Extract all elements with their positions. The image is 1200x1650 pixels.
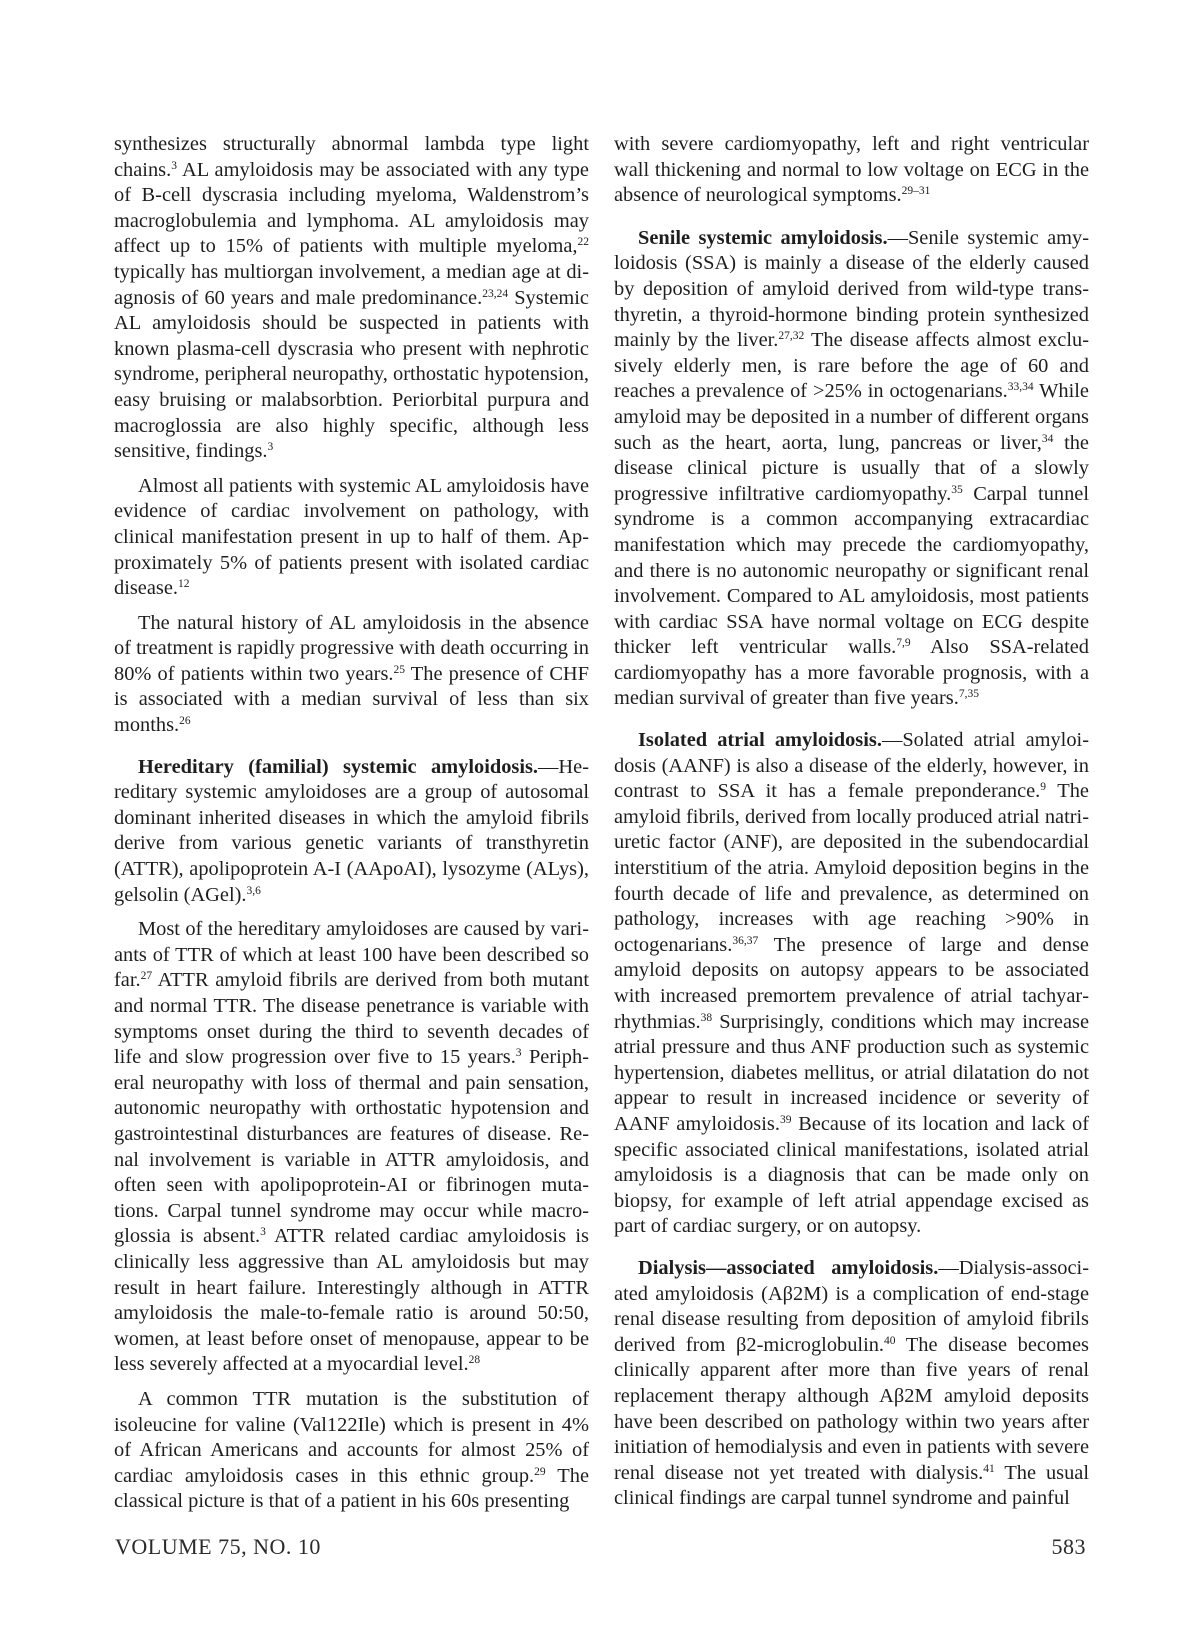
text-run: The classical picture is that of a patient in his 60s presenting bbox=[114, 1464, 589, 1513]
text-run: While amyloid may be deposited in a number of different organs such as the heart, aorta, lung, pancreas or liver, bbox=[614, 380, 1089, 454]
citation: 7,35 bbox=[958, 688, 979, 701]
section-heading: Dialysis—associated amyloidosis. bbox=[638, 1256, 939, 1279]
paragraph-cardiac-involvement bbox=[114, 474, 589, 602]
citation: 28 bbox=[468, 1354, 481, 1367]
citation: 29 bbox=[534, 1465, 546, 1478]
citation: 39 bbox=[779, 1113, 792, 1126]
citation: 25 bbox=[393, 663, 405, 676]
text-run: synthesizes structurally abnormal lambda type light chains. bbox=[114, 133, 589, 181]
citation: 22 bbox=[577, 236, 589, 249]
text-run: —Senile systemic amyloidosis (SSA) is mainly a disease of the elderly caused by deposition of amyloid derived from wild-type transthyretin, a thyroid-hormone binding protein synthesized mainly by the liver. bbox=[614, 226, 1089, 352]
citation: 40 bbox=[884, 1334, 896, 1347]
section-heading: Senile systemic amyloidosis. bbox=[638, 226, 888, 249]
text-run: The presence of CHF is associated with a median survival of less than six months. bbox=[114, 662, 589, 737]
citation: 35 bbox=[951, 483, 963, 496]
citation: 27 bbox=[140, 970, 153, 983]
citation: 23,24 bbox=[482, 287, 509, 300]
text-run: Also SSA-related cardiomyopathy has a more favorable prognosis, with a median survival of greater than five years. bbox=[614, 636, 1089, 710]
text-run: Peripheral neuropathy with loss of thermal and pain sensation, autonomic neuropathy with orthostatic hypotension and gastrointestinal disturbances are features of disease. Renal involvement is variable in ATTR amyloidosis, and often seen with apolipoprotein-AI or fibrinogen mutations. Carpal tunnel syndrome may occur while macroglossia is absent. bbox=[114, 1046, 589, 1248]
section-dialysis-associated-amyloidosis bbox=[614, 1256, 1089, 1512]
text-run: Because of its location and lack of specific associated clinical manifestations, isolated atrial amyloidosis is a diagnosis that can be made only on biopsy, for example of left atrial appendage excised as part of cardiac surgery, or on autopsy. bbox=[614, 1112, 1089, 1238]
journal-volume-footer: VOLUME 75, NO. 10 bbox=[115, 1534, 321, 1559]
text-run: The disease becomes clinically apparent after more than five years of renal replacement therapy although Aβ2M amyloid deposits have been described on pathology within two years after initiation of hemodialysis and even in patients with severe renal disease not yet treated with dialysis. bbox=[614, 1333, 1089, 1484]
section-isolated-atrial-amyloidosis bbox=[614, 728, 1089, 1240]
citation: 26 bbox=[179, 715, 191, 728]
text-run: Surprisingly, conditions which may increase atrial pressure and thus ANF production such as systemic hypertension, diabetes mellitus, or atrial dilatation do not appear to result in increased incidence or severity of AANF amyloidosis. bbox=[614, 1010, 1089, 1135]
text-run: AL amyloidosis may be associated with any type of B-cell dyscrasia including myeloma, Waldenstrom’s macroglobulemia and lymphoma. AL amyloidosis may affect up to 15% of patients with multiple myeloma, bbox=[114, 158, 589, 258]
section-hereditary-amyloidosis bbox=[114, 755, 589, 909]
text-run: the disease clinical picture is usually that of a slowly progressive infiltrative cardiomyopathy. bbox=[614, 431, 1089, 505]
citation: 9 bbox=[1040, 781, 1047, 794]
paragraph-ttr-mutation bbox=[114, 1387, 589, 1515]
text-run: The disease affects almost exclusively elderly men, is rare before the age of 60 and reaches a prevalence of >25% in octogenarians. bbox=[614, 329, 1089, 403]
text-run: A common TTR mutation is the substitution of isoleucine for valine (Val122Ile) which is present in 4% of African Americans and accounts for almost 25% of cardiac amyloidosis cases in this ethnic group. bbox=[114, 1387, 589, 1487]
citation: 34 bbox=[1041, 432, 1054, 445]
citation: 27,32 bbox=[778, 330, 805, 343]
text-run: The amyloid fibrils, derived from locally produced atrial natriuretic factor (ANF), are deposited in the subendocardial interstitium of the atria. Amyloid deposition begins in the fourth decade of life and prevalence, as determined on pathology, increases with age reaching >90% in octogenarians. bbox=[614, 780, 1089, 956]
section-heading: Hereditary (familial) systemic amyloidosis. bbox=[138, 755, 539, 778]
section-senile-systemic-amyloidosis bbox=[614, 226, 1089, 712]
text-run: The natural history of AL amyloidosis in the absence of treatment is rapidly progressive with death occurring in 80% of patients within two years. bbox=[114, 611, 589, 685]
text-run: ATTR amyloid fibrils are derived from both mutant and normal TTR. The disease penetrance is variable with symptoms onset during the third to seventh decades of life and slow progression over five to 15 years. bbox=[114, 969, 589, 1069]
citation: 3 bbox=[260, 1226, 266, 1239]
text-run: typically has multiorgan involvement, a median age at diagnosis of 60 years and male predominance. bbox=[114, 260, 589, 309]
citation: 36,37 bbox=[732, 934, 759, 947]
text-run: with severe cardiomyopathy, left and right ventricular wall thickening and normal to low voltage on ECG in the absence of neurological symptoms. bbox=[614, 133, 1089, 207]
left-column bbox=[114, 132, 589, 1515]
page-number: 583 bbox=[1051, 1534, 1086, 1559]
text-run: —Hereditary systemic amyloidoses are a group of autosomal dominant inherited diseases in which the amyloid fibrils derive from various genetic variants of transthyretin (ATTR), apolipoprotein A-I (AApoAI), lysozyme (ALys), gelsolin (AGel). bbox=[114, 755, 589, 906]
citation: 3 bbox=[171, 159, 177, 172]
text-run: Almost all patients with systemic AL amyloidosis have evidence of cardiac involvement on pathology, with clinical manifestation present in up to half of them. Approximately 5% of patients present with isolated cardiac disease. bbox=[114, 474, 589, 600]
citation: 38 bbox=[700, 1011, 713, 1024]
citation: 29–31 bbox=[901, 185, 931, 198]
text-run: —Dialysis-associated amyloidosis (Aβ2M) is a complication of end-stage renal disease resulting from deposition of amyloid fibrils derived from β2-microglobulin. bbox=[614, 1256, 1089, 1356]
citation: 3 bbox=[515, 1047, 522, 1060]
citation: 33,34 bbox=[1007, 381, 1034, 394]
paragraph-ttr-variants bbox=[114, 917, 589, 1378]
citation: 3 bbox=[267, 441, 274, 454]
citation: 3,6 bbox=[246, 884, 261, 897]
text-run: Most of the hereditary amyloidoses are caused by variants of TTR of which at least 100 have been described so far. bbox=[114, 918, 589, 992]
paragraph-continued bbox=[614, 132, 1089, 209]
text-run: The usual clinical findings are carpal tunnel syndrome and painful bbox=[614, 1461, 1089, 1510]
section-heading: Isolated atrial amyloidosis. bbox=[638, 729, 882, 752]
text-run: —Solated atrial amyloidosis (AANF) is also a disease of the elderly, however, in contrast to SSA it has a female preponderance. bbox=[614, 729, 1089, 803]
text-run: Carpal tunnel syndrome is a common accompanying extracardiac manifestation which may precede the cardiomyopathy, and there is no autonomic neuropathy or significant renal involvement. Compared to AL amyloidosis, most patients with cardiac SSA have normal voltage on ECG despite thicker left ventricular walls. bbox=[614, 482, 1090, 659]
paragraph-natural-history bbox=[114, 611, 589, 739]
paragraph-al-amyloidosis bbox=[114, 132, 589, 465]
text-run: ATTR related cardiac amyloidosis is clinically less aggressive than AL amyloidosis but may result in heart failure. Interestingly although in ATTR amyloidosis the male-to-female ratio is around 50:50, women, at least before onset of menopause, appear to be less severely affected at a myocardial level. bbox=[114, 1225, 589, 1376]
right-column bbox=[614, 132, 1089, 1512]
text-run: Systemic AL amyloidosis should be suspected in patients with known plasma-cell dyscrasia who present with nephrotic syndrome, peripheral neuropathy, orthostatic hypotension, easy bruising or malabsorbtion. Periorbital purpura and macroglossia are also highly specific, although less sensitive, findings. bbox=[114, 286, 589, 463]
citation: 41 bbox=[983, 1462, 995, 1475]
citation: 12 bbox=[177, 578, 190, 591]
citation: 7,9 bbox=[896, 637, 911, 650]
text-run: The presence of large and dense amyloid deposits on autopsy appears to be associated with increased premortem prevalence of atrial tachyarrhythmias. bbox=[614, 933, 1089, 1033]
